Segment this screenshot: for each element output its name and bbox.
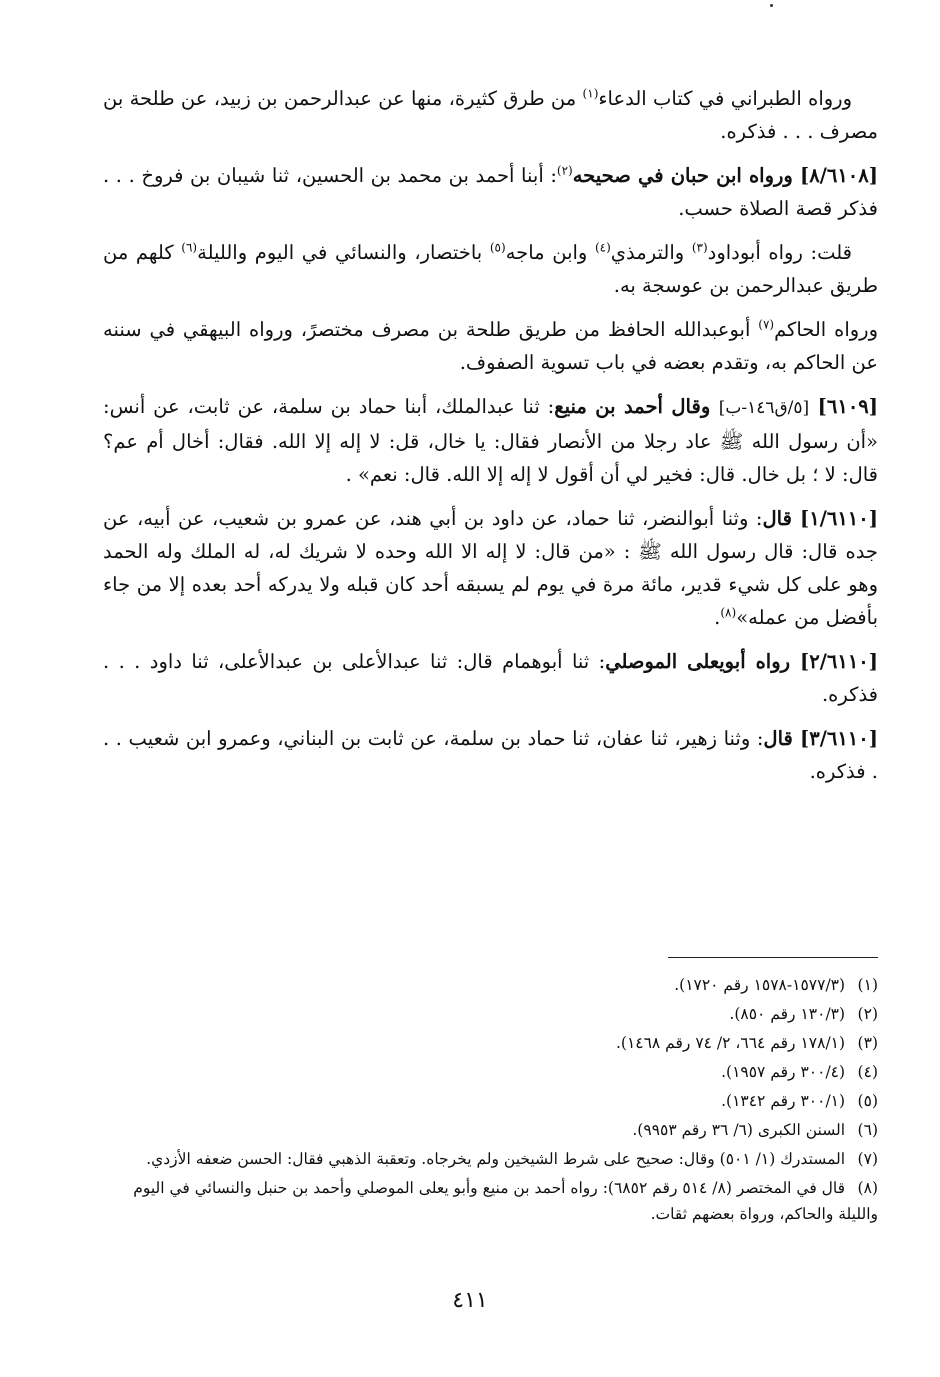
text-run: [٥/ق١٤٦-ب] bbox=[718, 398, 810, 418]
hadith-heading: وقال أحمد بن منيع bbox=[554, 395, 719, 418]
footnote-text: قال في المختصر (٨/ ٥١٤ رقم ٦٨٥٢): رواه أحمد بن منيع وأبو يعلى الموصلي وأحمد بن حنبل والنسائي في اليوم والليلة والحاكم، ورواة بعضهم ثقات. bbox=[133, 1179, 878, 1223]
paragraph bbox=[103, 502, 878, 634]
footnote-ref: (٨) bbox=[720, 605, 737, 620]
footnote bbox=[103, 1001, 878, 1027]
footnote-number: (٤) bbox=[857, 1063, 878, 1081]
text-run: : ثنا أبوهمام قال: ثنا عبدالأعلى بن عبدالأعلى، ثنا داود . . . فذكره. bbox=[103, 650, 878, 706]
footnote-text: (١٧٨/١ رقم ٦٦٤، ٢/ ٧٤ رقم ١٤٦٨). bbox=[615, 1034, 846, 1052]
text-run: أبوعبدالله الحافظ من طريق طلحة بن مصرف مختصرً، ورواه البيهقي في سننه عن الحاكم به، وتقدم بعضه في باب تسوية الصفوف. bbox=[103, 318, 878, 374]
footnote bbox=[103, 1030, 878, 1056]
text-run: . bbox=[714, 606, 721, 629]
text-run: : أبنا أحمد بن محمد بن الحسين، ثنا شيبان بن فروخ . . . فذكر قصة الصلاة حسب. bbox=[103, 164, 878, 220]
hadith-heading: [٨/٦١٠٨] ورواه ابن حبان في صحيحه bbox=[572, 164, 878, 187]
footnote-ref: (٣) bbox=[691, 240, 708, 255]
text-run: ورواه الطبراني في كتاب الدعاء bbox=[598, 87, 852, 110]
paragraph bbox=[103, 236, 878, 302]
footnote-number: (٥) bbox=[857, 1092, 878, 1110]
footnote-ref: (٢) bbox=[556, 163, 573, 178]
footnote bbox=[103, 1088, 878, 1114]
page-number: ٤١١ bbox=[452, 1288, 488, 1313]
footnote bbox=[103, 1146, 878, 1172]
text-run: ورواه الحاكم bbox=[774, 318, 878, 341]
footnote-number: (٧) bbox=[857, 1150, 878, 1168]
text-run: : وثنا أبوالنضر، ثنا حماد، عن داود بن أبي هند، عن عمرو بن شعيب، عن أبيه، عن جده قال: قال رسول الله ﷺ : «من قال: لا إله الا الله وحده لا شريك له، له الملك وله الحمد وهو على كل شيء قدير، مائة مرة في يوم لم يسبقه أحد كان قبله ولا يدركه أحد بعده إلا من جاء بأفضل من عمله» bbox=[103, 507, 878, 629]
hadith-heading: [٢/٦١١٠] رواه أبويعلى الموصلي bbox=[605, 650, 879, 673]
paragraph bbox=[103, 390, 878, 491]
text-run: كلهم من طريق عبدالرحمن بن عوسجة به. bbox=[103, 241, 878, 297]
footnotes bbox=[103, 972, 878, 1230]
footnote-text: (١٣٠/٣ رقم ٨٥٠). bbox=[729, 1005, 846, 1023]
footnote-text: السنن الكبرى (٦/ ٣٦ رقم ٩٩٥٣). bbox=[632, 1121, 846, 1139]
footnote-number: (٢) bbox=[857, 1005, 878, 1023]
footnote bbox=[103, 972, 878, 998]
footnote bbox=[103, 1117, 878, 1143]
text-run: : وثنا زهير، ثنا عفان، ثنا حماد بن سلمة، عن ثابت بن البناني، وعمرو ابن شعيب . . . فذكره. bbox=[103, 727, 878, 783]
paragraph bbox=[103, 159, 878, 225]
text-run: باختصار، والنسائي في اليوم والليلة bbox=[197, 241, 490, 264]
hadith-heading: [٦١٠٩] bbox=[809, 395, 879, 418]
paragraph bbox=[103, 82, 878, 148]
footnote-ref: (٦) bbox=[181, 240, 198, 255]
text-run: من طرق كثيرة، منها عن عبدالرحمن بن زبيد، عن طلحة بن مصرف . . . فذكره. bbox=[103, 87, 878, 143]
text-run: قلت: رواه أبوداود bbox=[707, 241, 853, 264]
footnote bbox=[103, 1175, 878, 1227]
scan-dot bbox=[770, 4, 773, 7]
hadith-heading: [٣/٦١١٠] قال bbox=[763, 727, 878, 750]
footnote-text: (٣٠٠/٤ رقم ١٩٥٧). bbox=[721, 1063, 846, 1081]
footnote-ref: (٧) bbox=[758, 317, 775, 332]
text-run: : ثنا عبدالملك، أبنا حماد بن سلمة، عن ثابت، عن أنس: «أن رسول الله ﷺ عاد رجلا من الأنصار فقال: يا خال، قل: لا إله إلا الله. فقال: أخال أم عم؟ قال: لا ؛ بل خال. قال: فخير لي أن أقول لا إله إلا الله. قال: نعم» . bbox=[103, 395, 878, 486]
paragraph bbox=[103, 313, 878, 379]
footnote-ref: (٤) bbox=[594, 240, 611, 255]
footnote-number: (١) bbox=[857, 976, 878, 994]
footnote-number: (٦) bbox=[857, 1121, 878, 1139]
text-run: والترمذي bbox=[610, 241, 692, 264]
text-run: وابن ماجه bbox=[505, 241, 595, 264]
footnote-ref: (٥) bbox=[489, 240, 506, 255]
footnote-ref: (١) bbox=[582, 86, 599, 101]
footnote-text: (١٥٧٧/٣-١٥٧٨ رقم ١٧٢٠). bbox=[674, 976, 846, 994]
footnote-separator bbox=[668, 957, 878, 958]
footnote-text: (٣٠٠/١ رقم ١٣٤٢). bbox=[721, 1092, 846, 1110]
footnote bbox=[103, 1059, 878, 1085]
hadith-heading: [١/٦١١٠] قال bbox=[762, 507, 878, 530]
footnote-number: (٣) bbox=[857, 1034, 878, 1052]
footnote-text: المستدرك (١/ ٥٠١) وقال: صحيح على شرط الشيخين ولم يخرجاه. وتعقبة الذهبي فقال: الحسن ضعفه الأزدي. bbox=[146, 1150, 846, 1168]
footnote-number: (٨) bbox=[857, 1179, 878, 1197]
paragraph bbox=[103, 722, 878, 788]
main-text bbox=[103, 82, 878, 799]
paragraph bbox=[103, 645, 878, 711]
